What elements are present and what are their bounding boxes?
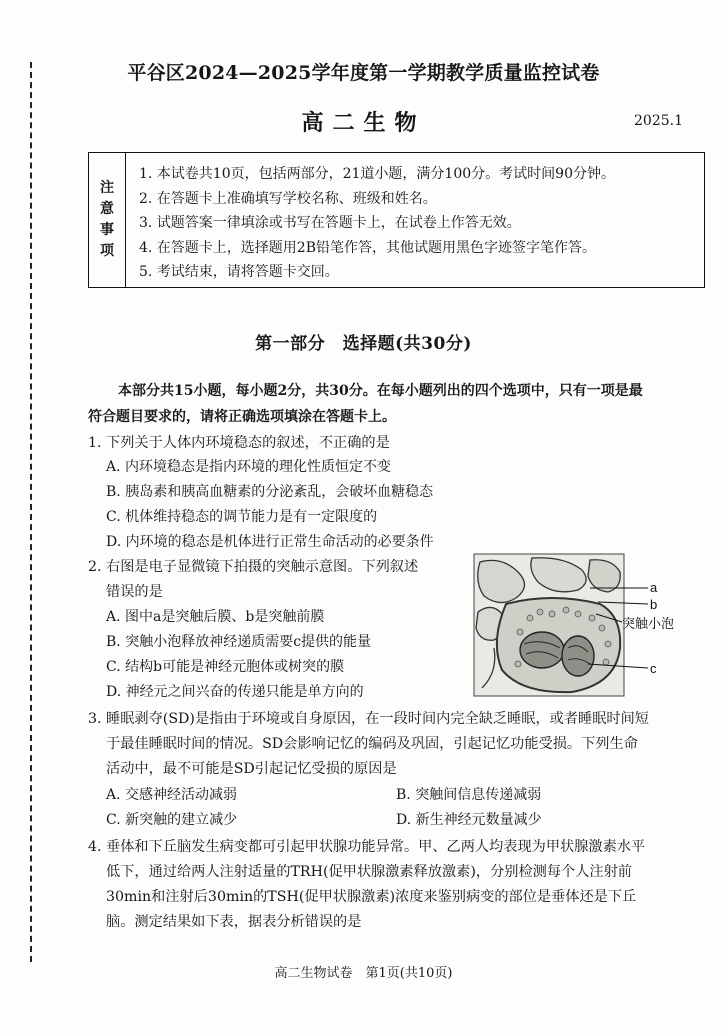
notice-label-char: 项 <box>100 243 114 259</box>
q1-option-b: B. 胰岛素和胰高血糖素的分泌紊乱，会破坏血糖稳态 <box>106 484 434 500</box>
figure-label-c: c <box>650 661 657 676</box>
section-instruction: 符合题目要求的，请将正确选项填涂在答题卡上。 <box>88 409 396 425</box>
notice-box <box>88 152 705 288</box>
figure-label-a: a <box>650 580 658 595</box>
notice-label <box>89 153 126 287</box>
section-title: 第一部分 选择题(共30分) <box>255 334 472 354</box>
notice-item: 5. 考试结束，请将答题卡交回。 <box>139 264 339 280</box>
vesicle-dot <box>563 607 569 613</box>
q1-option-c: C. 机体维持稳态的调节能力是有一定限度的 <box>106 509 378 525</box>
exam-date: 2025.1 <box>634 113 683 129</box>
q2-stem: 2. 右图是电子显微镜下拍摄的突触示意图。下列叙述 <box>88 559 419 575</box>
mitochondrion <box>520 632 564 668</box>
q1-option-a: A. 内环境稳态是指内环境的理化性质恒定不变 <box>106 459 392 475</box>
q1-option-d: D. 内环境的稳态是机体进行正常生命活动的必要条件 <box>106 534 434 550</box>
q4-stem-cont: 30min和注射后30min的TSH(促甲状腺激素)浓度来鉴别病变的部位是垂体还是下丘 <box>106 889 637 905</box>
q3-option-d: D. 新生神经元数量减少 <box>396 812 542 828</box>
vesicle-dot <box>517 629 523 635</box>
vesicle-dot <box>603 659 609 665</box>
notice-item: 1. 本试卷共10页，包括两部分，21道小题，满分100分。考试时间90分钟。 <box>139 166 615 182</box>
vesicle-dot <box>599 625 605 631</box>
q2-option-a: A. 图中a是突触后膜、b是突触前膜 <box>106 609 325 625</box>
notice-label-char: 事 <box>100 222 114 238</box>
vesicle-dot <box>527 615 533 621</box>
q3-option-b: B. 突触间信息传递减弱 <box>396 787 542 803</box>
page-footer: 高二生物试卷 第1页(共10页) <box>274 966 453 981</box>
vesicle-dot <box>515 661 521 667</box>
exam-subject: 高二生物 <box>301 110 426 136</box>
q3-stem: 3. 睡眠剥夺(SD)是指由于环境或自身原因，在一段时间内完全缺乏睡眠，或者睡眠时间短 <box>88 711 649 727</box>
section-instruction: 本部分共15小题，每小题2分，共30分。在每小题列出的四个选项中，只有一项是最 <box>118 383 643 399</box>
figure-label-b: b <box>650 597 658 612</box>
q4-stem-cont: 低下，通过给两人注射适量的TRH(促甲状腺激素释放激素)，分别检测每个人注射前 <box>106 864 632 880</box>
q3-option-a: A. 交感神经活动减弱 <box>106 787 238 803</box>
q2-option-d: D. 神经元之间兴奋的传递只能是单方向的 <box>106 684 364 700</box>
notice-label-char: 意 <box>100 201 114 217</box>
mitochondrion <box>562 636 594 676</box>
notice-label-char: 注 <box>100 180 114 196</box>
vesicle-dot <box>589 615 595 621</box>
binding-cut-line <box>30 62 32 962</box>
q2-option-b: B. 突触小泡释放神经递质需要c提供的能量 <box>106 634 372 650</box>
q1-stem: 1. 下列关于人体内环境稳态的叙述，不正确的是 <box>88 435 390 451</box>
q4-stem: 4. 垂体和下丘脑发生病变都可引起甲状腺功能异常。甲、乙两人均表现为甲状腺激素水平 <box>88 839 646 855</box>
notice-item: 3. 试题答案一律填涂或书写在答题卡上，在试卷上作答无效。 <box>139 215 521 231</box>
q3-option-c: C. 新突触的建立减少 <box>106 812 238 828</box>
q3-stem-cont: 于最佳睡眠时间的情况。SD会影响记忆的编码及巩固，引起记忆功能受损。下列生命 <box>106 736 638 752</box>
q3-stem-cont: 活动中，最不可能是SD引起记忆受损的原因是 <box>106 761 397 777</box>
vesicle-dot <box>575 611 581 617</box>
vesicle-dot <box>549 611 555 617</box>
exam-title: 平谷区2024—2025学年度第一学期教学质量监控试卷 <box>127 62 600 84</box>
notice-item: 4. 在答题卡上，选择题用2B铅笔作答，其他试题用黑色字迹签字笔作答。 <box>139 239 597 256</box>
vesicle-dot <box>605 641 611 647</box>
figure-label-vesicle: 突触小泡 <box>622 617 675 632</box>
synapse-micrograph <box>472 552 712 700</box>
q2-stem-cont: 错误的是 <box>106 584 163 600</box>
notice-item: 2. 在答题卡上准确填写学校名称、班级和姓名。 <box>139 190 437 207</box>
q2-option-c: C. 结构b可能是神经元胞体或树突的膜 <box>106 659 345 675</box>
notice-list <box>139 162 615 285</box>
q4-stem-cont: 脑。测定结果如下表，据表分析错误的是 <box>106 914 362 930</box>
vesicle-dot <box>537 609 543 615</box>
